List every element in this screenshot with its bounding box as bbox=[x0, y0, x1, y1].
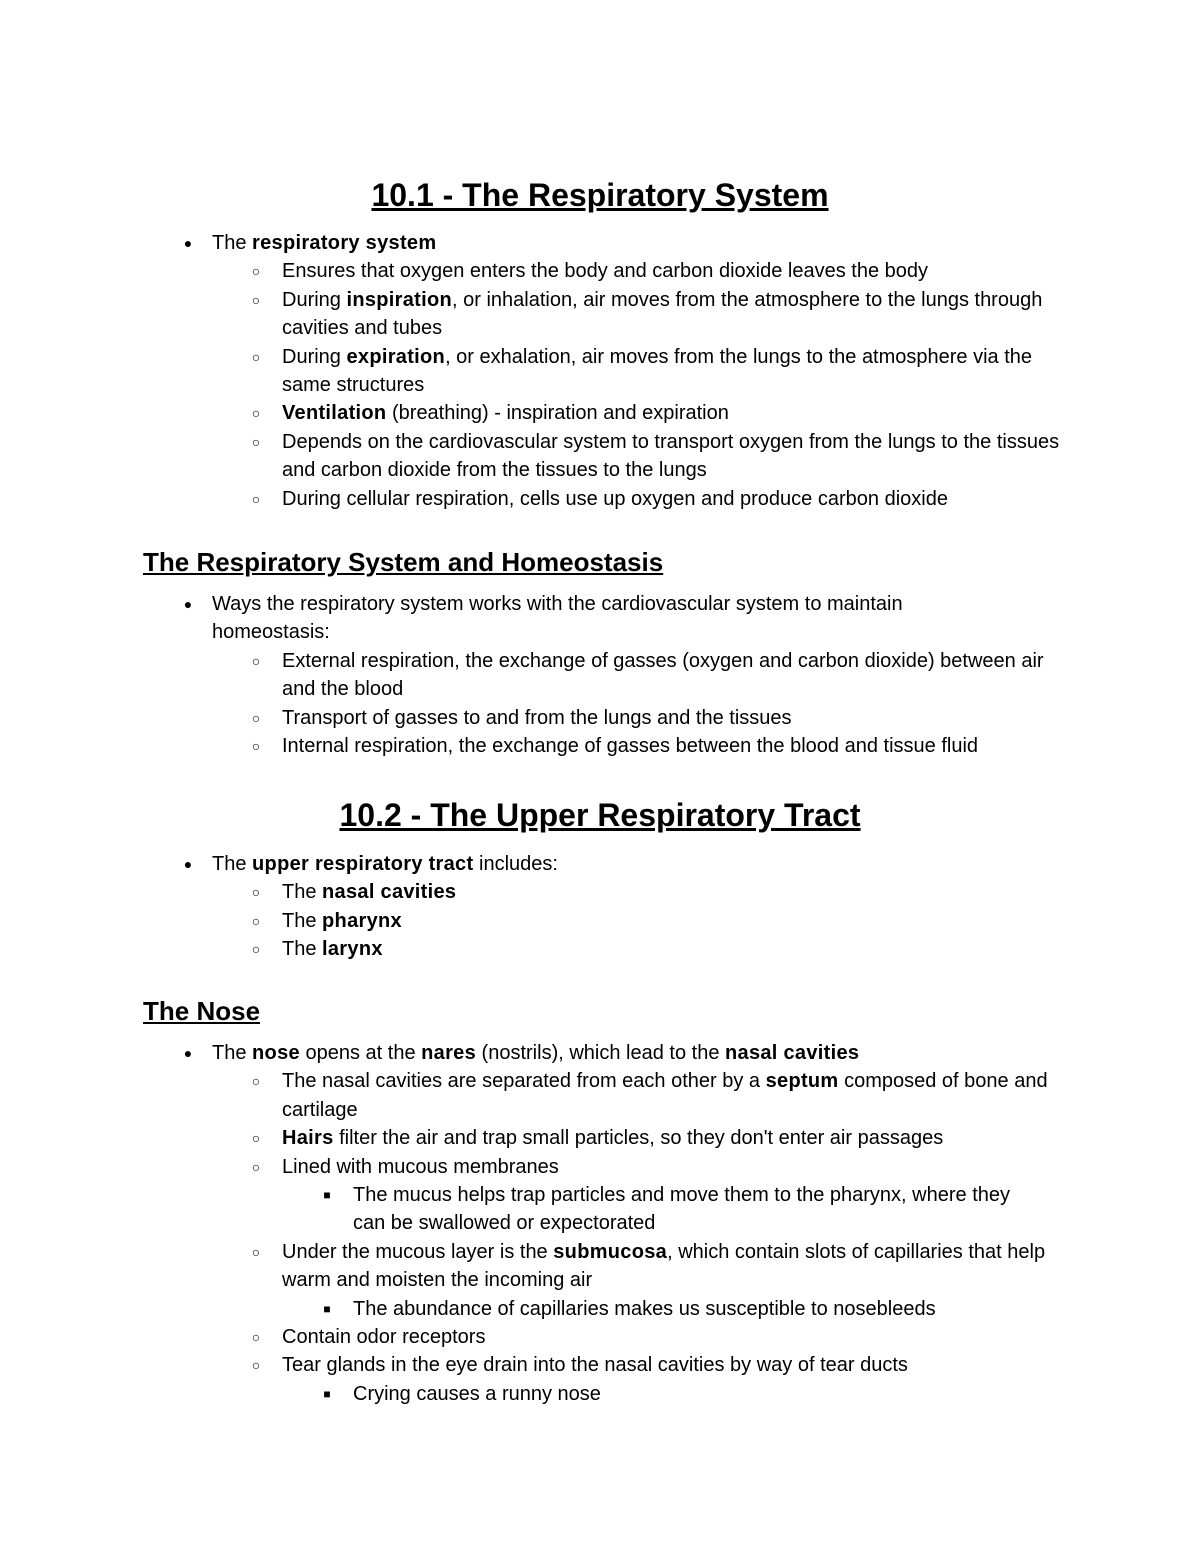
bullet-circle-icon: ○ bbox=[251, 1158, 261, 1175]
bullet-circle-icon: ○ bbox=[251, 348, 261, 365]
text-run: The nasal cavities are separated from each other by a bbox=[282, 1070, 766, 1093]
bold-term: inspiration bbox=[346, 288, 453, 311]
bullet-circle-icon: ○ bbox=[251, 1329, 261, 1346]
text-run: Ways the respiratory system works with the cardiovascular system to maintain homeostasis: bbox=[212, 593, 903, 644]
list-item bbox=[323, 1181, 1043, 1238]
bullet-circle-icon: ○ bbox=[251, 1357, 261, 1374]
bold-term: nasal cavities bbox=[725, 1042, 860, 1064]
text-run: The abundance of capillaries makes us susceptible to nosebleeds bbox=[353, 1297, 936, 1320]
text-run: Ensures that oxygen enters the body and carbon dioxide leaves the body bbox=[282, 260, 928, 283]
list-item bbox=[251, 1238, 1062, 1295]
list-item bbox=[323, 1295, 1043, 1323]
list-item bbox=[183, 590, 1012, 647]
bullet-square-icon: ■ bbox=[323, 1386, 331, 1401]
bold-term: nares bbox=[421, 1042, 476, 1064]
text-run: Depends on the cardiovascular system to transport oxygen from the lungs to the tissues and carbon dioxide from the tissues to the lungs bbox=[282, 430, 1060, 482]
bold-term: nose bbox=[252, 1042, 300, 1064]
list-item bbox=[251, 1153, 1062, 1181]
text-run: The bbox=[282, 881, 323, 904]
bullet-disc-icon: ● bbox=[183, 235, 193, 251]
bullet-circle-icon: ○ bbox=[251, 405, 261, 422]
text-run: The bbox=[212, 1042, 253, 1064]
text-run: The bbox=[282, 938, 323, 961]
list-nose bbox=[0, 1039, 1200, 1408]
text-run: External respiration, the exchange of gasses (oxygen and carbon dioxide) between air and the blood bbox=[282, 649, 1044, 701]
list-item bbox=[251, 647, 1062, 704]
bold-term: Hairs bbox=[282, 1127, 334, 1150]
text-run: During cellular respiration, cells use up oxygen and produce carbon dioxide bbox=[282, 487, 948, 510]
text-run: During bbox=[282, 345, 347, 368]
text-run: opens at the bbox=[299, 1042, 422, 1064]
list-item bbox=[251, 1067, 1062, 1124]
bullet-disc-icon: ● bbox=[183, 856, 193, 872]
list-item bbox=[183, 850, 1012, 878]
section-heading-nose: The Nose bbox=[143, 996, 261, 1026]
section-heading-homeostasis: The Respiratory System and Homeostasis bbox=[143, 547, 664, 577]
text-run: During bbox=[282, 288, 347, 311]
text-run: , or exhalation, air moves from the lungs to the atmosphere via the same structures bbox=[282, 345, 1033, 397]
bold-term: Ventilation bbox=[282, 402, 387, 425]
bullet-circle-icon: ○ bbox=[251, 263, 261, 280]
bullet-circle-icon: ○ bbox=[251, 291, 261, 308]
list-item bbox=[183, 229, 1012, 257]
bullet-circle-icon: ○ bbox=[251, 941, 261, 958]
list-upper-respiratory-tract bbox=[0, 850, 1200, 964]
list-item bbox=[251, 428, 1062, 485]
list-item bbox=[251, 343, 1062, 400]
text-run: The bbox=[282, 909, 323, 932]
section-title-upper-respiratory-tract: 10.2 - The Upper Respiratory Tract bbox=[339, 797, 861, 833]
list-item bbox=[323, 1380, 1043, 1408]
list-item bbox=[251, 485, 1062, 513]
bullet-circle-icon: ○ bbox=[251, 884, 261, 901]
bold-term: nasal cavities bbox=[322, 881, 457, 904]
bold-term: upper respiratory tract bbox=[252, 853, 474, 875]
text-run: Under the mucous layer is the bbox=[282, 1240, 554, 1263]
list-item bbox=[251, 1323, 1062, 1351]
section-title-respiratory-system: 10.1 - The Respiratory System bbox=[371, 177, 829, 213]
text-run: , which contain slots of capillaries that help warm and moisten the incoming air bbox=[282, 1240, 1046, 1292]
list-item bbox=[183, 1039, 1012, 1067]
bullet-circle-icon: ○ bbox=[251, 709, 261, 726]
bullet-square-icon: ■ bbox=[323, 1188, 331, 1203]
bullet-circle-icon: ○ bbox=[251, 652, 261, 669]
bullet-square-icon: ■ bbox=[323, 1301, 331, 1316]
text-run: (breathing) - inspiration and expiration bbox=[386, 402, 729, 425]
list-item bbox=[251, 935, 1062, 963]
text-run: Tear glands in the eye drain into the nasal cavities by way of tear ducts bbox=[282, 1354, 908, 1377]
text-run: Internal respiration, the exchange of gasses between the blood and tissue fluid bbox=[282, 735, 979, 758]
bold-term: respiratory system bbox=[252, 232, 437, 254]
text-run: The bbox=[212, 232, 253, 254]
list-item bbox=[251, 907, 1062, 935]
bold-term: pharynx bbox=[322, 909, 402, 932]
bullet-circle-icon: ○ bbox=[251, 490, 261, 507]
text-run: The mucus helps trap particles and move them to the pharynx, where they can be swallowed or expectorated bbox=[353, 1184, 1011, 1235]
text-run: Transport of gasses to and from the lungs and the tissues bbox=[282, 706, 792, 729]
text-run: The bbox=[212, 853, 253, 875]
bullet-disc-icon: ● bbox=[183, 596, 193, 612]
text-run: Crying causes a runny nose bbox=[353, 1382, 601, 1405]
list-item bbox=[251, 286, 1062, 343]
text-run: includes: bbox=[473, 853, 558, 875]
bullet-circle-icon: ○ bbox=[251, 433, 261, 450]
text-run: Contain odor receptors bbox=[282, 1326, 486, 1349]
text-run: Lined with mucous membranes bbox=[282, 1155, 559, 1178]
bullet-disc-icon: ● bbox=[183, 1045, 193, 1061]
text-run: filter the air and trap small particles, so they don't enter air passages bbox=[333, 1127, 944, 1150]
bold-term: submucosa bbox=[553, 1240, 668, 1263]
text-run: composed of bone and cartilage bbox=[282, 1070, 1048, 1121]
list-item bbox=[251, 704, 1062, 732]
list-item bbox=[251, 878, 1062, 906]
list-item bbox=[251, 257, 1062, 285]
list-homeostasis bbox=[0, 590, 1200, 760]
text-run: , or inhalation, air moves from the atmosphere to the lungs through cavities and tubes bbox=[282, 288, 1043, 340]
bullet-circle-icon: ○ bbox=[251, 912, 261, 929]
list-item bbox=[251, 1124, 1062, 1152]
bullet-circle-icon: ○ bbox=[251, 738, 261, 755]
list-respiratory-system bbox=[0, 229, 1200, 513]
bold-term: larynx bbox=[322, 938, 383, 961]
bold-term: expiration bbox=[346, 345, 446, 368]
list-item bbox=[251, 732, 1062, 760]
bold-term: septum bbox=[765, 1070, 839, 1093]
list-item bbox=[251, 399, 1062, 427]
bullet-circle-icon: ○ bbox=[251, 1243, 261, 1260]
text-run: (nostrils), which lead to the bbox=[476, 1042, 725, 1064]
bullet-circle-icon: ○ bbox=[251, 1130, 261, 1147]
bullet-circle-icon: ○ bbox=[251, 1073, 261, 1090]
list-item bbox=[251, 1351, 1062, 1379]
